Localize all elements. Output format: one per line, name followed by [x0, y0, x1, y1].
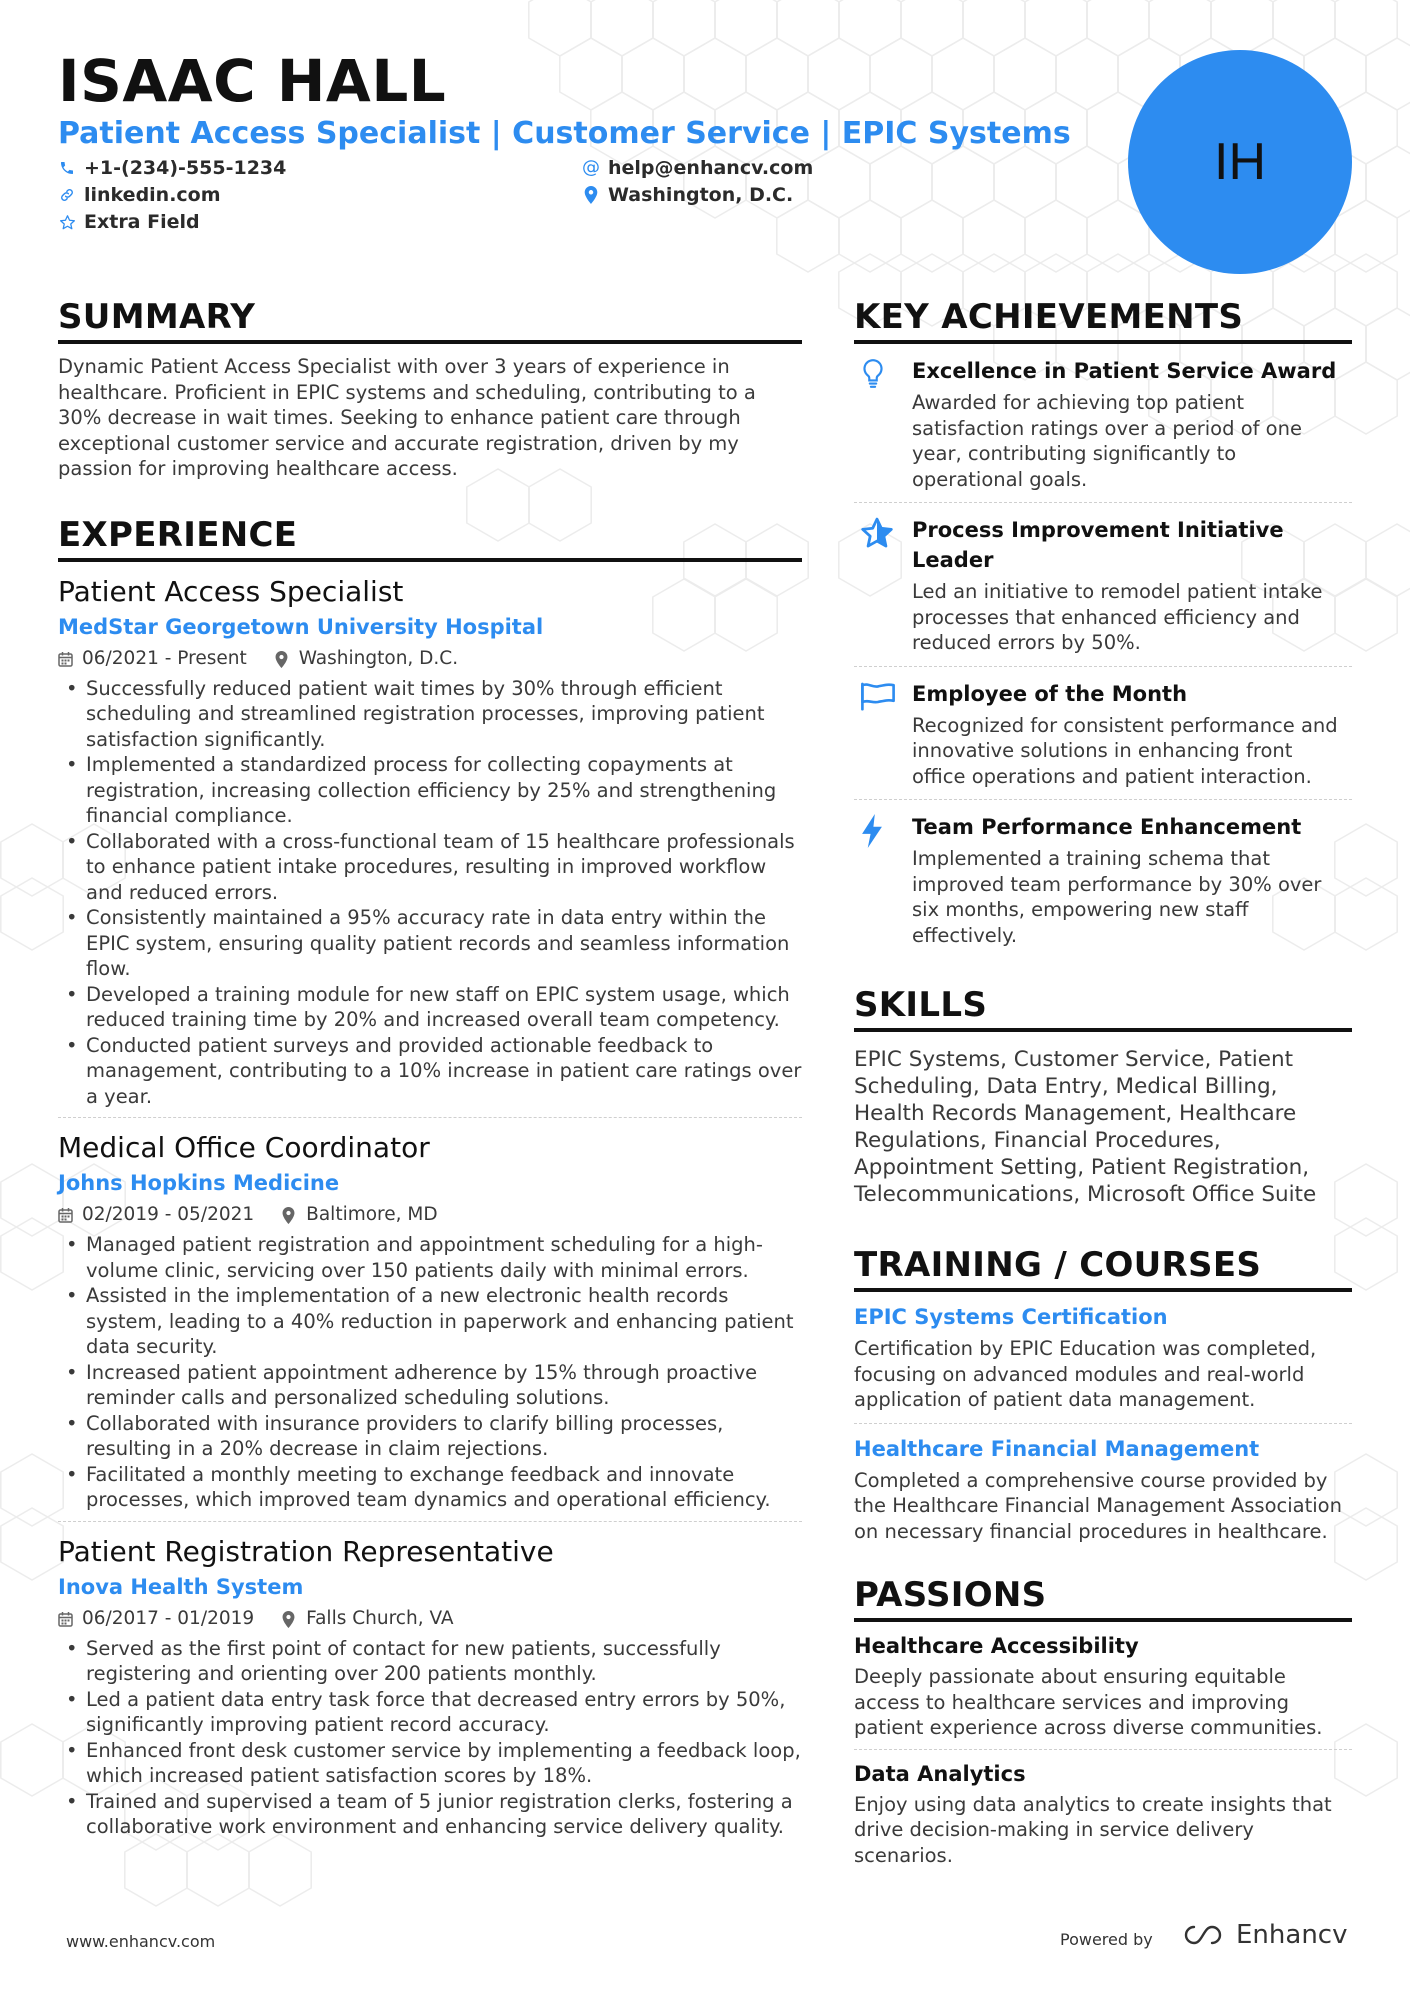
passions-section	[854, 1574, 1352, 1876]
lightning-icon	[854, 812, 898, 948]
job-location: Baltimore, MD	[306, 1204, 438, 1225]
list-item: • Enhanced front desk customer service by implementing a feedback loop, which increased patient satisfaction scores by 18%.	[58, 1738, 802, 1789]
course-title: EPIC Systems Certification	[854, 1305, 1168, 1329]
achievement-title: Team Performance Enhancement	[912, 815, 1302, 839]
job-bullets	[58, 676, 802, 1110]
training-heading: TRAINING / COURSES	[854, 1244, 1352, 1292]
job-bullets	[58, 1232, 802, 1513]
flag-icon	[854, 679, 898, 790]
contact-email[interactable]	[582, 155, 813, 181]
job-dates: 02/2019 - 05/2021	[82, 1204, 255, 1225]
location-pin-icon	[282, 1207, 298, 1223]
lightbulb-icon	[854, 356, 898, 492]
achievement-item	[854, 502, 1352, 666]
job-dates: 06/2017 - 01/2019	[82, 1607, 255, 1629]
passion-item	[854, 1622, 1352, 1749]
achievement-item	[854, 799, 1352, 958]
job-company: MedStar Georgetown University Hospital	[58, 614, 544, 639]
candidate-headline: Patient Access Specialist | Customer Service | EPIC Systems	[58, 116, 1071, 151]
left-column	[58, 296, 802, 1848]
job-entry	[58, 1521, 802, 1848]
course-title: Healthcare Financial Management	[854, 1436, 1260, 1461]
phone-icon	[58, 159, 76, 177]
avatar-initials: IH	[1214, 133, 1266, 191]
star-icon	[854, 515, 898, 656]
passion-item	[854, 1749, 1352, 1877]
brand-name: Enhancv	[1236, 1920, 1348, 1950]
achievement-desc: Implemented a training schema that improved team performance by 30% over six months, empowering new staff effectively.	[912, 847, 1322, 947]
job-title: Patient Access Specialist	[58, 574, 404, 608]
location-pin-icon	[582, 186, 600, 204]
experience-heading: EXPERIENCE	[58, 514, 802, 562]
contact-phone[interactable]	[58, 155, 286, 181]
passion-title: Healthcare Accessibility	[854, 1634, 1139, 1658]
job-meta	[58, 1202, 802, 1228]
achievement-title: Excellence in Patient Service Award	[912, 359, 1337, 383]
passions-heading: PASSIONS	[854, 1574, 1352, 1622]
location-pin-icon	[275, 651, 291, 667]
list-item: • Assisted in the implementation of a new electronic health records system, leading to a 40% reduction in paperwork and enhancing patient data security.	[58, 1283, 802, 1360]
link-icon	[58, 186, 76, 204]
list-item: • Collaborated with insurance providers to clarify billing processes, resulting in a 20% decrease in claim rejections.	[58, 1411, 802, 1462]
achievement-desc: Led an initiative to remodel patient intake processes that enhanced efficiency and reduced errors by 50%.	[912, 580, 1323, 654]
star-outline-icon	[58, 213, 76, 231]
achievements-heading: KEY ACHIEVEMENTS	[854, 296, 1352, 344]
email-text: help@enhancv.com	[608, 157, 814, 179]
list-item: • Increased patient appointment adherence by 15% through proactive reminder calls and personalized scheduling solutions.	[58, 1360, 802, 1411]
skills-text: EPIC Systems, Customer Service, Patient Scheduling, Data Entry, Medical Billing, Health Records Management, Healthcare Regulations, Financial Procedures, Appointment Setting, Patient Registration, Telecommunications, Microsoft Office Suite	[854, 1047, 1317, 1207]
training-section	[854, 1244, 1352, 1554]
achievement-desc: Awarded for achieving top patient satisfaction ratings over a period of one year, contributing significantly to operational goals.	[912, 391, 1302, 491]
job-location: Falls Church, VA	[306, 1607, 454, 1629]
linkedin-text: linkedin.com	[84, 184, 221, 206]
contact-extra-field	[58, 209, 200, 235]
list-item: • Developed a training module for new staff on EPIC system usage, which reduced training time by 20% and increased overall team competency.	[58, 982, 802, 1033]
passion-desc: Enjoy using data analytics to create insights that drive decision-making in service delivery scenarios.	[854, 1792, 1332, 1867]
list-item: • Successfully reduced patient wait times by 30% through efficient scheduling and streamlined registration processes, improving patient satisfaction significantly.	[58, 676, 802, 753]
job-company: Johns Hopkins Medicine	[58, 1171, 340, 1195]
calendar-icon	[58, 651, 74, 667]
summary-section	[58, 296, 802, 482]
calendar-icon	[58, 1611, 74, 1627]
list-item: • Managed patient registration and appointment scheduling for a high-volume clinic, servicing over 150 patients daily with minimal errors.	[58, 1232, 802, 1283]
achievement-item	[854, 666, 1352, 800]
location-pin-icon	[282, 1611, 298, 1627]
candidate-name: ISAAC HALL	[58, 47, 447, 115]
job-entry	[58, 1117, 802, 1521]
skills-heading: SKILLS	[854, 984, 1352, 1032]
list-item: • Led a patient data entry task force that decreased entry errors by 50%, significantly improving patient record accuracy.	[58, 1687, 802, 1738]
course-desc: Certification by EPIC Education was completed, focusing on advanced modules and real-world application of patient data management.	[854, 1337, 1317, 1411]
job-meta	[58, 646, 802, 672]
contact-linkedin[interactable]	[58, 182, 221, 208]
achievement-desc: Recognized for consistent performance and innovative solutions in enhancing front office operations and patient interaction.	[912, 713, 1338, 788]
job-meta	[58, 1606, 802, 1632]
achievement-title: Process Improvement Initiative Leader	[912, 518, 1284, 572]
list-item: • Served as the first point of contact for new patients, successfully registering and orienting over 200 patients monthly.	[58, 1636, 802, 1687]
list-item: • Implemented a standardized process for collecting copayments at registration, increasing collection efficiency by 25% and strengthening financial compliance.	[58, 752, 802, 829]
job-entry	[58, 562, 802, 1118]
list-item: • Conducted patient surveys and provided actionable feedback to management, contributing to a 10% increase in patient care ratings over a year.	[58, 1033, 802, 1110]
at-sign-icon: @	[582, 157, 600, 178]
course-item	[854, 1292, 1352, 1423]
course-desc: Completed a comprehensive course provided by the Healthcare Financial Management Association on necessary financial procedures in healthcare.	[854, 1468, 1342, 1543]
summary-text: Dynamic Patient Access Specialist with over 3 years of experience in healthcare. Proficient in EPIC systems and scheduling, contributing to a 30% decrease in wait times. Seeking to enhance patient care through exceptional customer service and accurate registration, driven by my passion for improving healthcare access.	[58, 355, 756, 480]
contact-location	[582, 182, 793, 208]
extra-field-text: Extra Field	[84, 211, 200, 233]
footer-url[interactable]: www.enhancv.com	[66, 1932, 216, 1951]
job-location: Washington, D.C.	[298, 647, 459, 669]
brand-logo[interactable]	[1180, 1920, 1347, 1950]
right-column	[854, 296, 1352, 1876]
list-item: • Trained and supervised a team of 5 junior registration clerks, fostering a collaborative work environment and enhancing service delivery quality.	[58, 1789, 802, 1840]
job-company: Inova Health System	[58, 1574, 304, 1599]
list-item: • Consistently maintained a 95% accuracy rate in data entry within the EPIC system, ensuring quality patient records and seamless information flow.	[58, 905, 802, 982]
calendar-icon	[58, 1207, 74, 1223]
passion-desc: Deeply passionate about ensuring equitable access to healthcare services and improving patient experience across diverse communities.	[854, 1665, 1323, 1739]
enhancv-logo-icon	[1180, 1923, 1226, 1947]
achievement-item	[854, 344, 1352, 502]
passion-title: Data Analytics	[854, 1761, 1026, 1786]
list-item: • Facilitated a monthly meeting to exchange feedback and innovate processes, which improved team dynamics and operational efficiency.	[58, 1462, 802, 1513]
location-text: Washington, D.C.	[608, 184, 794, 206]
job-title: Medical Office Coordinator	[58, 1131, 430, 1164]
list-item: • Collaborated with a cross-functional team of 15 healthcare professionals to enhance patient intake procedures, resulting in improved workflow and reduced errors.	[58, 829, 802, 906]
achievement-title: Employee of the Month	[912, 681, 1188, 706]
powered-by-label: Powered by	[1060, 1930, 1153, 1949]
skills-section	[854, 984, 1352, 1208]
job-bullets	[58, 1636, 802, 1840]
phone-text: +1-(234)-555-1234	[84, 157, 287, 179]
experience-section	[58, 514, 802, 1848]
achievements-section	[854, 296, 1352, 958]
course-item	[854, 1423, 1352, 1555]
avatar	[1128, 50, 1352, 274]
summary-heading: SUMMARY	[58, 296, 802, 344]
job-title: Patient Registration Representative	[58, 1534, 554, 1568]
job-dates: 06/2021 - Present	[82, 647, 247, 669]
